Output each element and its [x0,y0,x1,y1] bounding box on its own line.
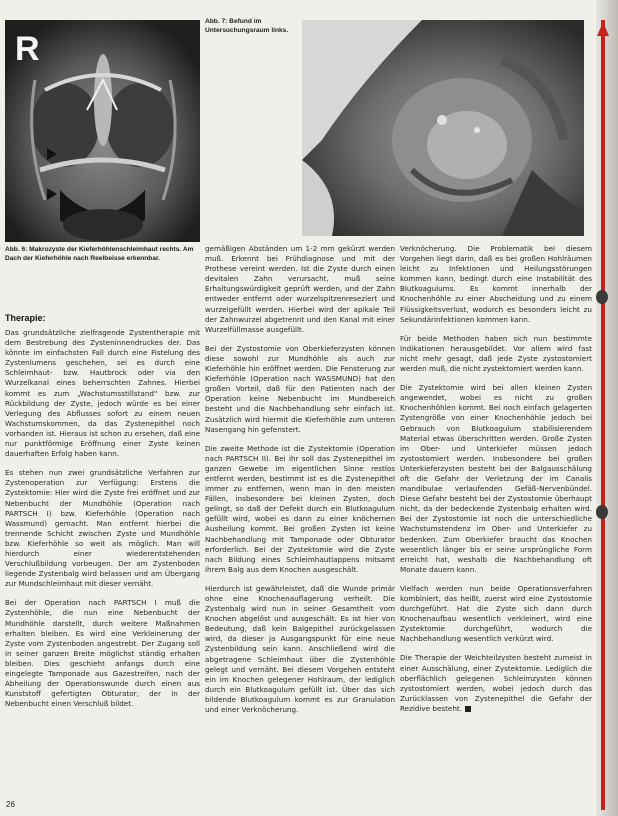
paragraph: Das grundsätzliche zielfragende Zystentherapie mit dem Bestrebung des Zysteninnendruckes der. Das könnte im einfachsten Fall durch eine Fistelung des Zystenlumens geschehen, sei es durch eine Schleimhaut- bzw. Hautbrock oder via den Wurzelkanal eines beherrschten Zahnes. Hierbei kommt es zum „Wachstumsstillstand" bzw. zur Rückbildung der Zyste, jedoch würde es bei einer Verlegung des Abflusses sofort zu einem neuen Wachstumskommen, da das Zystenepithel noch vorhanden ist. Hieraus ist schon zu ersehen, daß eine nur punktförmige Eröffnung einer Zyste keinen dauerhaften Erfolg haben kann. [5,328,200,459]
xray-side-label: R [15,30,40,68]
xray-caption: Abb. 6: Makrozyste der Kieferhöhlenschleimhaut rechts. Am Dach der Kieferhöhle nach Reelbeisse erkennbar. [5,246,194,262]
paragraph: Für beide Methoden haben sich nun bestimmte Indikationen herausgebildet. Vor allem wird fast nicht mehr gesagt, daß jede Zyste zystostomiert werden muß, die nicht zystektomiert werden kann. [400,333,592,374]
paragraph: Verknöcherung. Die Problematik bei diesem Vorgehen liegt darin, daß es bei großen Hohlräumen leicht zu Infektionen und Heilungsstörungen kommen kann, bedingt durch eine Instabilität des Blutkoagulums. Es kommt innerhalb der Knochenhöhle zu einer Abscheidung und zu einem Flüssigkeitsverlust, wodurch es besonders leicht zu Sekundärinfektionen kommen kann. [400,244,592,324]
binder-hole-icon [596,290,608,304]
section-heading: Therapie: [5,313,46,323]
page-number: 26 [6,800,15,809]
binder-hole-icon [596,505,608,519]
paragraph: gemäßigen Abständen um 1-2 mm gekürzt werden muß. Erkennt bei Frühdiagnose und mit der Prothese vereint werden. Ist die Zyste durch einen devitalen Zahn verursacht, muß seine Erhaltungswürdigkeit geprüft werden, und der Zahn entweder entfernt oder wurzelspitzenreseziert und wurzelgefüllt werden. Hierbei wird der apikale Teil der Zahnwurzel abgetrennt und den Kanal mit einer Wurzelfüllmasse ausgefüllt. [205,244,395,334]
page-spine [596,0,618,816]
text-column-2 [205,244,395,796]
xray-image [5,20,200,242]
paragraph: Es stehen nun zwei grundsätzliche Verfahren zur Zystenoperation zur Verfügung: Erstens die Zystektomie: Hier wird die Zyste frei eröffnet und zur Nebenbucht der Mundhöhle (Operation nach PARTSCH I) bzw. Kieferhöhle (Operation nach Wassmund) gemacht. Man entfernt hierbei die trennende Schicht zwischen Zyste und Mundhöhle bzw. Kieferhöhle so weit als möglich. Man will hierdurch einer wiederentstehenden Verschlußbildung vorbeugen. Der am Zystenboden liegende Zystenbalg wird belassen und am Übergang zur Mundschleimhaut mit dieser vernäht. [5,468,200,589]
paragraph: Hierdurch ist gewährleistet, daß die Wunde primär ohne eine Knochenauflagerung verheilt. Die Zystenbalg wird nun in seiner Gesamtheit vom Knochen abgelöst und ausgeschält. Es ist hier von Bedeutung, daß kein Balgepithel zurückgelassen wird, da dieser ja Ausgangspunkt für eine neue Zystenbildung sein kann. Anschließend wird die abgetragene Schleimhaut über die Zystenhöhle gelegt und vernäht. Bei diesem Vorgehen entsteht ein im Knochen gelegener Hohlraum, der lediglich durch ein Blutkoagulum gefüllt ist. Über das sich bildende Blutkoagulum kommt es zur Granulation und einer Verknöcherung. [205,583,395,715]
end-of-article-icon [465,706,471,712]
red-margin-bar [601,20,605,810]
paragraph: Bei der Zystostomie von Oberkieferzysten können diese sowohl zur Mundhöhle als auch zur Kieferhöhle hin eröffnet werden. Die Fensterung zur Kieferhöhle (Operation nach WASSMUND) hat den großen Vorteil, daß für den Patienten nach der Operation keine Nebenbucht im Mundbereich besteht und die Nachbehandlung sehr einfach ist. Zusätzlich wird hiermit die Kieferhöhle zum unteren Nasengang hin gefenstert. [205,343,395,434]
paragraph: Die Zystektomie wird bei allen kleinen Zysten angewendet, wobei es nicht zu großen Knochenhöhlen kommt. Bei noch einfach gelagerten Zystengröße von einer Knochenhöhle jedoch bei Gebrauch von Blutkoagulum stabilisierendem Material etwas überschritten werden. Große Zysten im Ober- und Unterkiefer müssen jedoch zystostomiert werden. Insbesondere bei großen Unterkieferzysten besteht bei der Balgausschälung oft die Gefahr der Verletzung der im Canalis mandibulae verlaufenden Gefäß-Nervenbündel. Diese Gefahr besteht bei der Zystostomie überhaupt nicht, da der bedeckende Zystenbalg erhalten wird. Bei der Zystostomie ist noch die unterschiedliche Wachstumstendenz im Ober- und Unterkiefer zu bedenken. Zum Oberkiefer braucht das Knochen wesentlich länger bis er seine ursprüngliche Form erreicht hat, weshalb die Nachbehandlung oft Monate dauern kann. [400,383,592,574]
paragraph [400,653,592,714]
clinical-photo [302,20,584,236]
paragraph: Die zweite Methode ist die Zystektomie (Operation nach PARTSCH II). Bei ihr soll das Zystenepithel im ganzen Gewebe im eigentlichen Sinne restlos entfernt werden, bestimmt ist es die Zystenepithel immer zu entfernen, wenn man in den meisten Fällen, insbesondere bei kleinen Zysten, doch gelingt, so daß der Defekt durch ein Blutkoagulum gefüllt wird, wobei es dann zu einer knöchernen Ausheilung kommt. Bei großen Zysten ist keine Nachbehandlung mit Tamponade oder Obturator erforderlich. Bei der Zystektomie wird die Zyste nach Bildung eines Schleimhautlappens mitsamt ihrem Balg aus dem Knochen ausgeschält. [205,443,395,574]
photo-caption: Abb. 7: Befund im Untersuchungsraum links. [205,18,289,34]
paragraph: Vielfach werden nun beide Operationsverfahren kombiniert, das heißt, zuerst wird eine Zystostomie durchgeführt. Hat die Zyste sich dann durch Knochenaufbau wesentlich verkleinert, wird eine Zystektomie durchgeführt, wodurch die Nachbehandlung wesentlich verkürzt wird. [400,583,592,644]
paragraph-text: Die Therapie der Weichteilzysten besteht zumeist in einer Ausschälung, einer Zystektomie. Lediglich die oberflächlich gelegenen Schleimzysten können zystostomiert werden, wobei jedoch durch das Zurücklassen von Zystenepithel die Gefahr der Rezidive besteht. [400,653,592,713]
text-column-3 [400,244,592,796]
red-marker-icon [597,22,609,36]
paragraph: Bei der Operation nach PARTSCH I muß die Zystenhöhle, die nun eine Nebenbucht der Mundhöhle darstellt, durch weitere Maßnahmen erhalten bleiben. Es wird eine Verkleinerung der Zyste vom Zystenboden angestrebt. Der Zugang soll in seiner ganzen Breite möglichst ständig erhalten bleiben. Dies geschieht anfangs durch eine eingelegte Tamponade aus Gazestreifen, nach der Abheilung der Operationswunde durch einen aus Kunststoff gefertigten Obturator, der in der Nebenbucht einen Verschluß bildet. [5,598,200,709]
text-column-1 [5,313,200,795]
